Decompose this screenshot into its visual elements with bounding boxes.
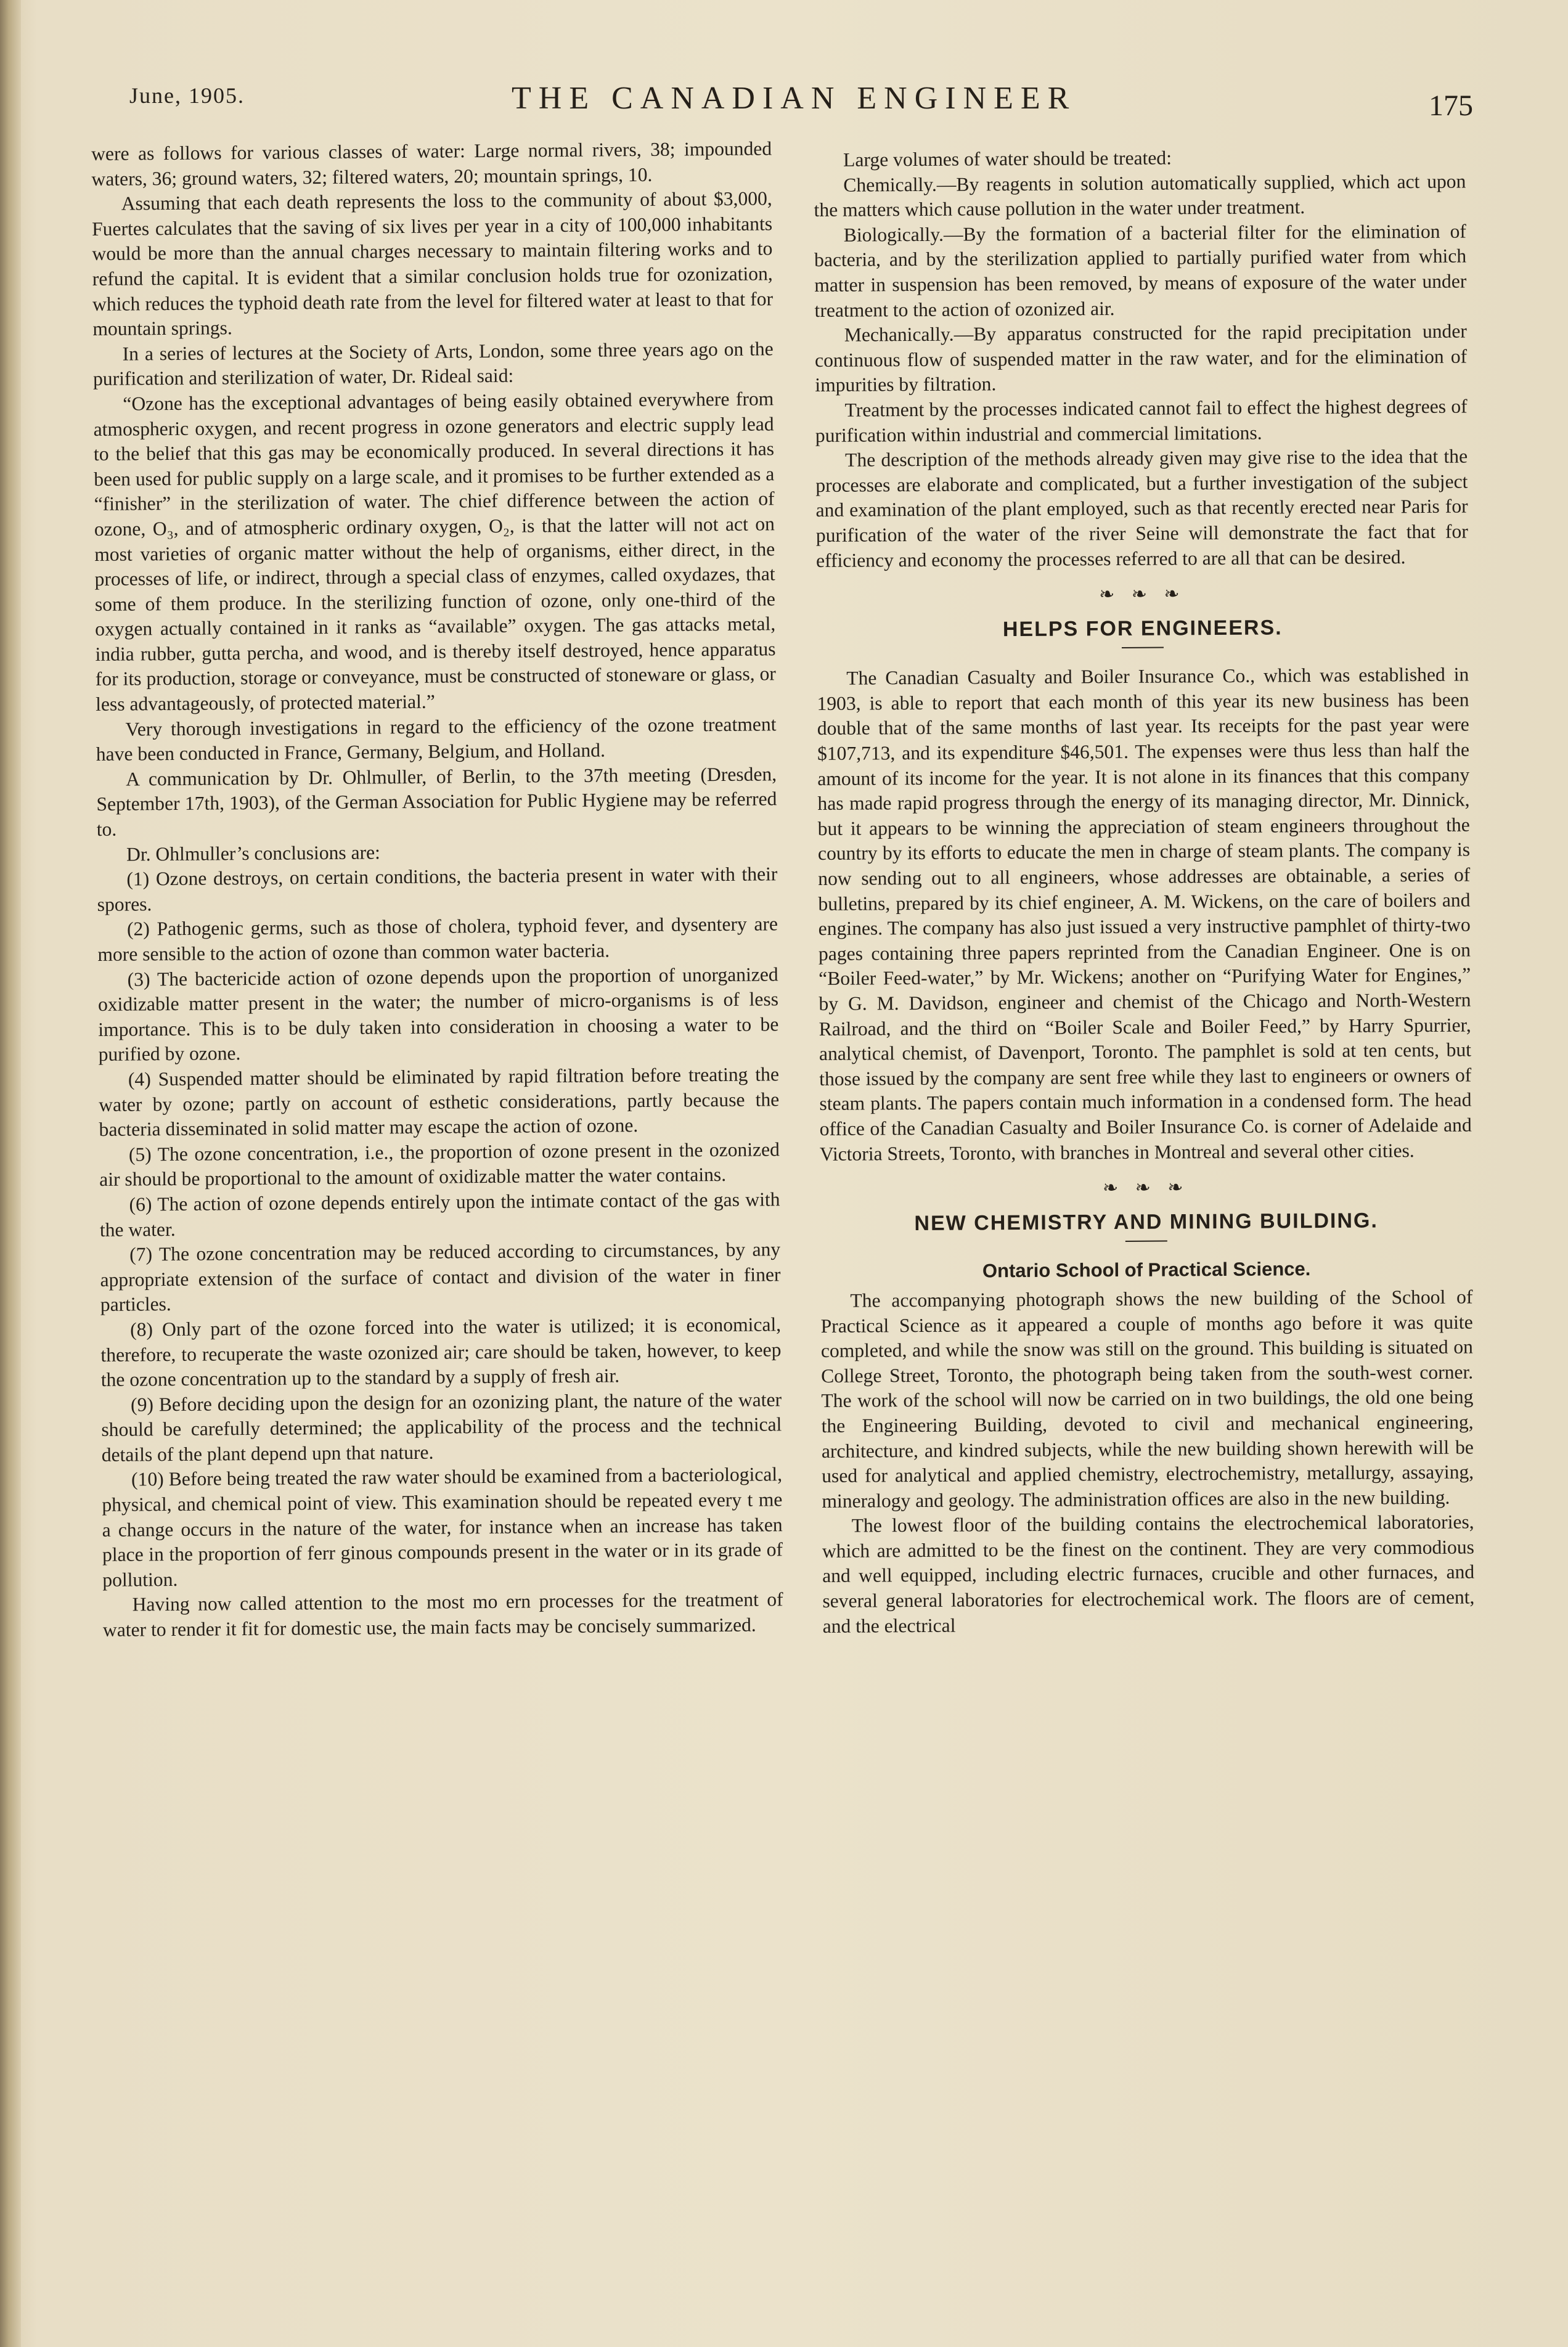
helps-section — [817, 663, 1472, 1167]
paragraph: (7) The ozone concentration may be reduced according to circumstances, by any appropriate extension of the surface of contact and division of the water in finer particles. — [100, 1238, 781, 1316]
paragraph: Having now called attention to the most mo ern processes for the treatment of water to render it fit for domestic use, the main facts may be concisely summarized. — [102, 1588, 783, 1641]
helps-heading: HELPS FOR ENGINEERS. — [1002, 616, 1283, 641]
water-summary-section — [814, 144, 1468, 574]
paragraph: The Canadian Casualty and Boiler Insurance Co., which was established in 1903, is able to report that each month of this year its new business has been double that of the same months of last year. Its receipts for the past year were $107,713, and its expenditure $46,501. The expenses were thus less than half the amount of its income for the year. It is not alone in its finances that this company has made rapid progress through the energy of its managing director, Mr. Dinnick, but it appears to be winning the appreciation of steam engineers throughout the country by its efforts to educate the men in charge of steam plants. The company is now sending out to all engineers, whose addresses are obtainable, a series of bulletins, prepared by its chief engineer, A. M. Wickens, on the care of boilers and engines. The company has also just issued a very instructive pamphlet of thirty-two pages containing three papers reprinted from the Canadian Engineer. One is on “Boiler Feed-water,” by Mr. Wickens; another on “Purifying Water for Engines,” by G. M. Davidson, engineer and chemist of the Chicago and North-Western Railroad, and the third on “Boiler Scale and Boiler Feed,” by Harry Spurrier, analytical chemist, of Davenport, Toronto. The pamphlet is sold at ten cents, but those issued by the company are sent free while they last to engineers or owners of steam plants. The papers contain much information in a condensed form. The head office of the Canadian Casualty and Boiler Insurance Co. is corner of Adelaide and Victoria Streets, Toronto, with branches in Montreal and several other cities. — [817, 663, 1472, 1165]
paragraph: were as follows for various classes of water: Large normal rivers, 38; impounded waters, 36; ground waters, 32; filtered waters, 20; mountain springs, 10. — [91, 137, 772, 190]
chemistry-heading: NEW CHEMISTRY AND MINING BUILDING. — [914, 1209, 1378, 1235]
paragraph: The accompanying photograph shows the new building of the School of Practical Science as it appeared a couple of months ago before it was quite completed, and while the snow was still on the ground. This building is situated on College Street, Toronto, the photograph being taken from the south-west corner. The work of the school will now be carried on in two buildings, the old one being the Engineering Building, devoted to civil and mechanical engineering, architecture, and kindred subjects, while the new building shown herewith will be used for analytical and applied chemistry, electrochemistry, metallurgy, assaying, mineralogy and geology. The administration offices are also in the new building. — [820, 1286, 1474, 1512]
paragraph: Mechanically.—By apparatus constructed for the rapid precipitation under continuous flow of suspended matter in the raw water, and for the elimination of impurities by filtration. — [814, 320, 1468, 396]
section-ornament: ❧ ❧ ❧ — [1102, 1177, 1190, 1199]
journal-title: THE CANADIAN ENGINEER — [512, 81, 1077, 116]
paragraph: Treatment by the processes indicated cannot fail to effect the highest degrees of purification within industrial and commercial limitations. — [815, 395, 1468, 446]
paragraph: (5) The ozone concentration, i.e., the proportion of ozone present in the ozonized air should be proportional to the amount of oxidizable matter the water contains. — [99, 1138, 780, 1191]
page-header — [129, 79, 1473, 134]
binding-edge — [0, 0, 21, 2347]
paragraph: (8) Only part of the ozone forced into the water is utilized; it is economical, therefore, to recuperate the waste ozonized air; care should be taken, however, to keep the ozone concentration up to the standard by a supply of fresh air. — [100, 1313, 782, 1391]
paragraph: (4) Suspended matter should be eliminated by rapid filtration before treating the water by ozone; partly on account of esthetic considerations, partly because the bacteria disseminated in solid matter may escape the action of ozone. — [99, 1063, 780, 1141]
paragraph: The description of the methods already given may give rise to the idea that the processes are elaborate and complicated, but a further investigation of the subject and examination of the plant employed, such as that recently erected near Paris for purification of the water of the river Seine will demonstrate the fact that for efficiency and economy the processes referred to are all that can be desired. — [815, 445, 1468, 571]
header-date: June, 1905. — [129, 83, 245, 108]
paragraph: Chemically.—By reagents in solution automatically supplied, which act upon the matters which cause pollution in the water under treatment. — [814, 170, 1466, 221]
section-ornament: ❧ ❧ ❧ — [1099, 584, 1186, 605]
paragraph: Dr. Ohlmuller’s conclusions are: — [126, 841, 381, 865]
paragraph: A communication by Dr. Ohlmuller, of Berlin, to the 37th meeting (Dresden, September 17th, 1903), of the German Association for Public Hygiene may be referred to. — [96, 763, 777, 840]
heading-rule — [1125, 1241, 1167, 1242]
heading-rule — [1122, 647, 1164, 648]
chemistry-subheading: Ontario School of Practical Science. — [982, 1258, 1311, 1282]
right-column — [814, 144, 1475, 1639]
paragraph: (9) Before deciding upon the design for an ozonizing plant, the nature of the water should be carefully determined; the applicability of the process and the technical details of the plant depend upn that nature. — [101, 1388, 782, 1466]
paragraph: Large volumes of water should be treated: — [843, 147, 1172, 171]
paragraph: (6) The action of ozone depends entirely upon the intimate contact of the gas with the water. — [99, 1188, 780, 1241]
paragraph: (1) Ozone destroys, on certain conditions, the bacteria present in water with their spores. — [97, 863, 778, 915]
paragraph: In a series of lectures at the Society of Arts, London, some three years ago on the purification and sterilization of water, Dr. Rideal said: — [92, 338, 774, 390]
paragraph: “Ozone has the exceptional advantages of being easily obtained everywhere from atmospheric oxygen, and recent progress in ozone generators and electric supply lead to the belief that this gas may be economically produced. In several directions it has been used for public supply on a large scale, and it promises to be further extended as a “finisher” in the sterilization of water. The chief difference between the action of ozone, O₃, and of atmospheric ordinary oxygen, O₂, is that the latter will not act on most varieties of organic matter without the help of organisms, either direct, in the processes of life, or indirect, through a special class of enzymes, called oxydazes, that some of them produce. In the sterilizing function of ozone, only one-third of the oxygen actually contained in it ranks as “available” oxygen. The gas attacks metal, india rubber, gutta percha, and wood, and is thereby itself destroyed, hence apparatus for its production, storage or conveyance, must be constructed of stoneware or glass, or less advantageously, of protected material.” — [93, 388, 776, 716]
paragraph: (10) Before being treated the raw water should be examined from a bacteriological, physical, and chemical point of view. This examination should be repeated every t me a change occurs in the nature of the water, for instance when an increase has taken place in the proportion of ferr ginous compounds present in the water or in its grade of pollution. — [102, 1463, 783, 1591]
paragraph: (2) Pathogenic germs, such as those of cholera, typhoid fever, and dysentery are more sensible to the action of ozone than common water bacteria. — [97, 913, 778, 965]
page-number: 175 — [1429, 89, 1473, 122]
chemistry-section — [820, 1284, 1474, 1639]
paragraph: Assuming that each death represents the loss to the community of about $3,000, Fuertes calculates that the saving of six lives per year in a city of 100,000 inhabitants would be more than the annual charges necessary to maintain filtering works and to refund the capital. It is evident that a similar conclusion holds true for ozonization, which reduces the typhoid death rate from the level for filtered water at least to that for mountain springs. — [91, 187, 774, 340]
paragraph: (3) The bactericide action of ozone depends upon the proportion of unorganized oxidizable matter present in the water; the number of micro-organisms is of less importance. This is to be duly taken into consideration in choosing a water to be purified by ozone. — [97, 963, 779, 1066]
paragraph: The lowest floor of the building contains the electrochemical laboratories, which are admitted to be the finest on the continent. They are very commodious and well equipped, including electric furnaces, crucible and other furnaces, and several general laboratories for electrochemical work. The floors are of cement, and the electrical — [822, 1511, 1475, 1637]
paragraph: Very thorough investigations in regard to the efficiency of the ozone treatment have been conducted in France, Germany, Belgium, and Holland. — [96, 712, 777, 765]
left-column — [91, 136, 783, 1643]
paragraph: Biologically.—By the formation of a bacterial filter for the elimination of bacteria, and by the sterilization applied to partially purified water from which matter in suspension has been removed, by means of exposure of the water under treatment to the action of ozonized air. — [814, 220, 1467, 321]
